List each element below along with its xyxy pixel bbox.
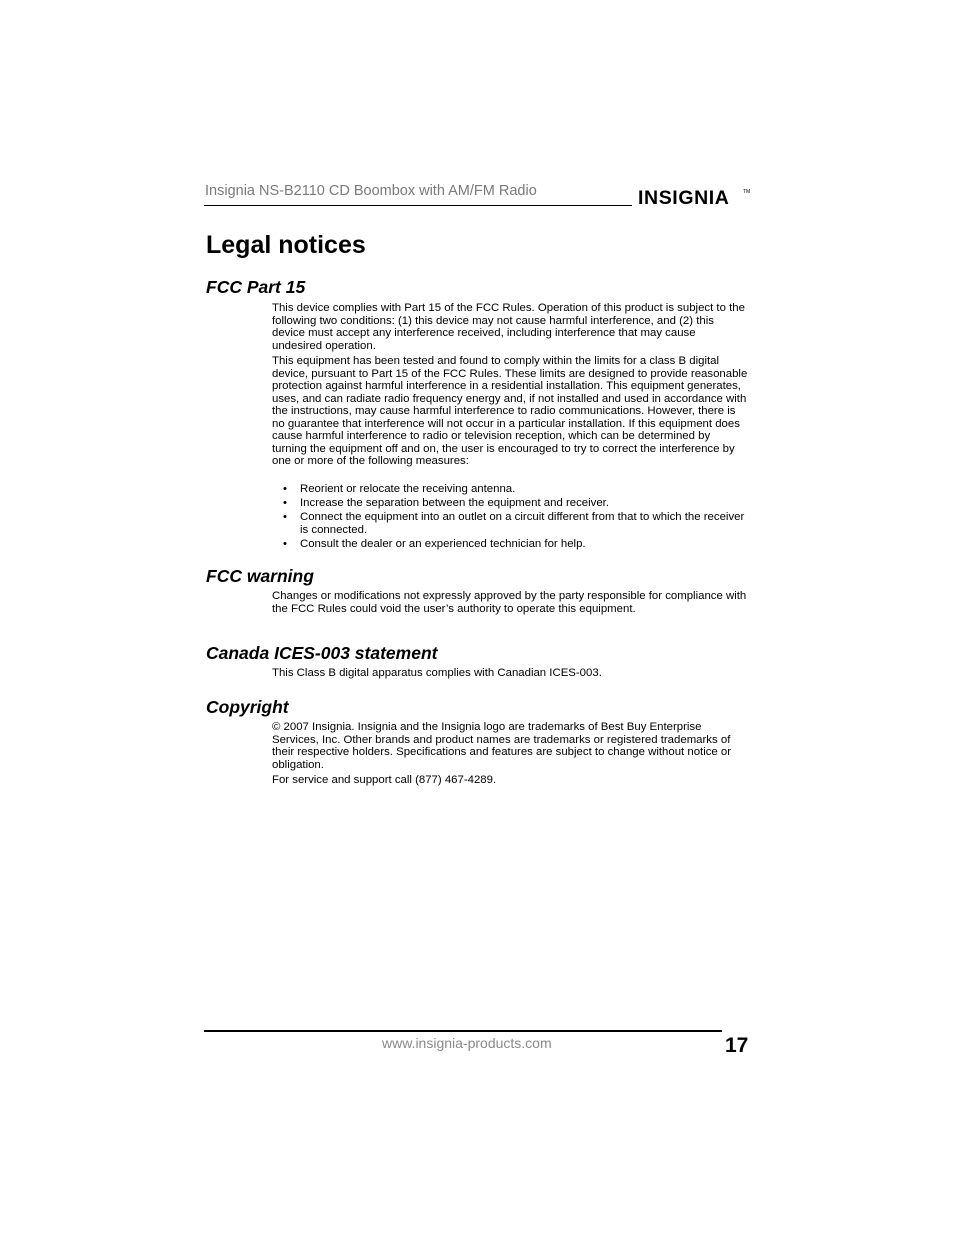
section-heading-fcc-part-15: FCC Part 15 (206, 277, 306, 297)
page-title: Legal notices (206, 231, 366, 259)
support-phone-paragraph (272, 774, 748, 787)
list-item (272, 497, 748, 510)
fcc-part-15-paragraph-1 (272, 302, 748, 352)
section-heading-copyright: Copyright (206, 697, 289, 717)
bullet-icon: • (283, 483, 287, 495)
bullet-icon: • (283, 497, 287, 510)
fcc-part-15-paragraph-2 (272, 355, 748, 468)
copyright-paragraph (272, 721, 748, 771)
header-divider (204, 205, 632, 206)
insignia-logo-graphic (638, 183, 750, 209)
interference-measures-list (272, 483, 748, 552)
footer-divider (204, 1030, 722, 1032)
list-item-text: Increase the separation between the equipment and receiver. (300, 497, 610, 510)
section-heading-canada-ices: Canada ICES-003 statement (206, 643, 438, 663)
paragraph-text: Changes or modifications not expressly approved by the party responsible for compliance with the FCC Rules could void the user’s authority to operate this equipment. (272, 590, 747, 615)
bullet-icon: • (283, 537, 287, 550)
canada-ices-paragraph (272, 667, 748, 680)
section-heading-fcc-warning: FCC warning (206, 566, 314, 586)
paragraph-text: For service and support call (877) 467-4289. (272, 774, 497, 786)
svg-text:TM: TM (743, 189, 750, 195)
page-number: 17 (725, 1034, 749, 1057)
list-item (272, 511, 748, 536)
svg-text:INSIGNIA: INSIGNIA (638, 187, 730, 209)
footer-website-link[interactable]: www.insignia-products.com (382, 1035, 552, 1051)
fcc-warning-paragraph (272, 590, 748, 615)
paragraph-text: This equipment has been tested and found to comply within the limits for a class B digital device, pursuant to Part 15 of the FCC Rules. These limits are designed to provide reasonable protection against harmful interference in a residential installation. This equipment generates, uses, and can radiate radio frequency energy and, if not installed and used in accordance with the instructions, may cause harmful interference to radio communications. However, there is no guarantee that interference will not occur in a particular installation. If this equipment does cause harmful interference to radio or television reception, which can be determined by turning the equipment off and on, the user is encouraged to try to correct the interference by one or more of the following measures: (272, 355, 748, 468)
insignia-logo (638, 183, 750, 209)
paragraph-text: This Class B digital apparatus complies with Canadian ICES-003. (272, 667, 602, 679)
bullet-icon: • (283, 511, 287, 524)
paragraph-text: This device complies with Part 15 of the FCC Rules. Operation of this product is subject to the following two conditions: (1) this device may not cause harmful interference, and (2) this device must accept any interference received, including interference that may cause undesired operation. (272, 302, 745, 352)
list-item-text: Connect the equipment into an outlet on a circuit different from that to which the receiver is connected. (300, 511, 745, 536)
running-header-title: Insignia NS-B2110 CD Boombox with AM/FM Radio (205, 183, 537, 199)
list-item (272, 538, 748, 551)
paragraph-text: © 2007 Insignia. Insignia and the Insignia logo are trademarks of Best Buy Enterprise Services, Inc. Other brands and product names are trademarks or registered trademarks of their respective holders. Specifications and features are subject to change without notice or obligation. (272, 721, 732, 771)
list-item-text: Consult the dealer or an experienced technician for help. (300, 537, 586, 550)
list-item (272, 483, 748, 496)
list-item-text: Reorient or relocate the receiving antenna. (300, 483, 516, 495)
